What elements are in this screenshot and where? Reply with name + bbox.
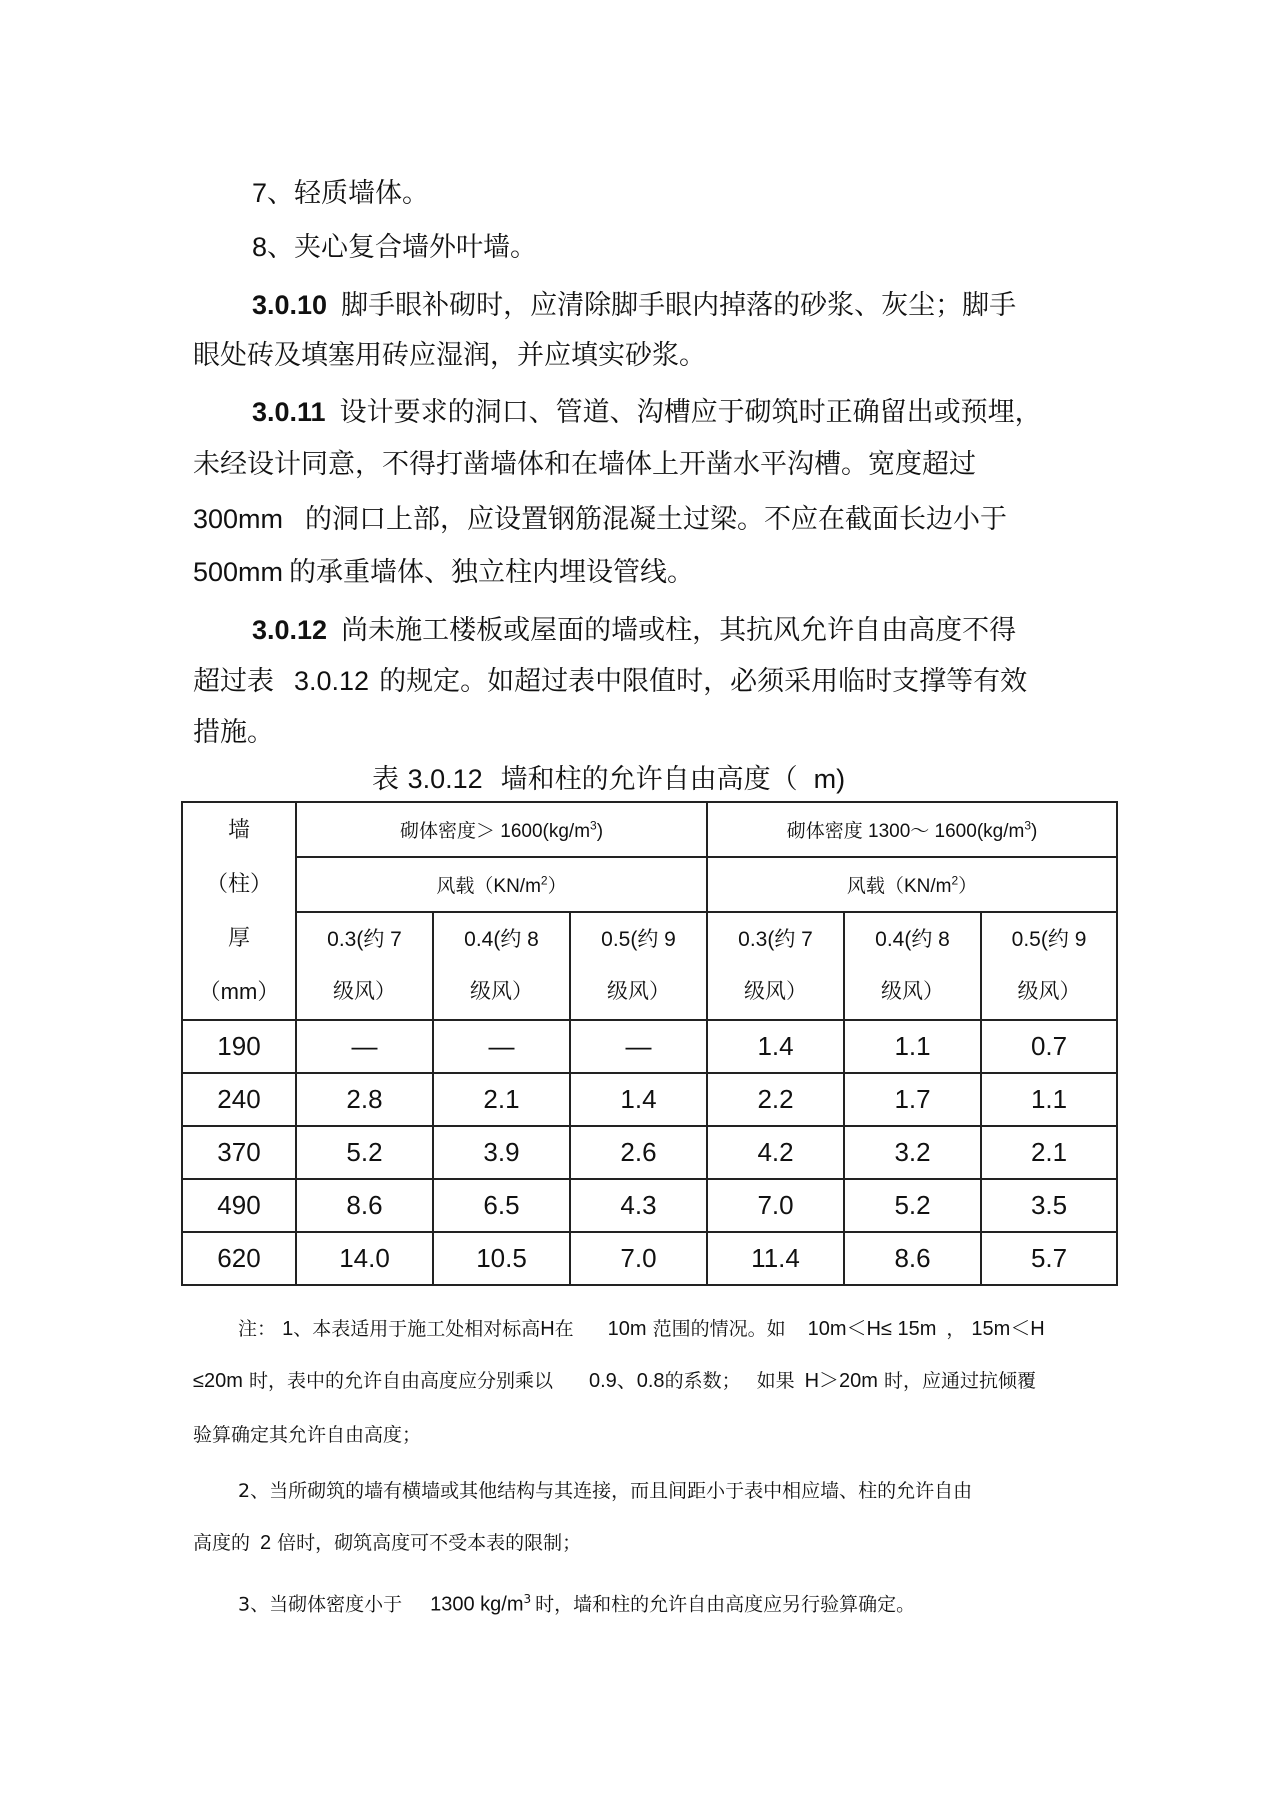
density-group-1-value: 1600(kg/m: [500, 821, 591, 842]
height-value-cell: 5.2: [296, 1126, 433, 1179]
note-3-text-a: 3、当砌体密度小于: [238, 1593, 403, 1616]
height-value-cell: 2.6: [570, 1126, 707, 1179]
note-1-line1: [238, 1316, 1045, 1342]
note-3-density: 1300 kg/m: [430, 1593, 524, 1616]
clause-3-0-12-text2a: 超过表: [193, 666, 274, 697]
wind-load-label-2: 风载（: [846, 876, 904, 897]
clause-3-0-12-text1: 尚未施工楼板或屋面的墙或柱，其抗风允许自由高度不得: [341, 615, 1017, 646]
thickness-header-line3: 厚: [227, 925, 250, 950]
clause-3-0-11-text2: 未经设计同意，不得打凿墙体和在墙体上开凿水平沟槽。宽度超过: [193, 449, 976, 480]
height-value-cell: —: [296, 1020, 433, 1073]
height-value-cell: 10.5: [433, 1232, 570, 1285]
clause-3-0-11-line1: [252, 395, 1042, 430]
table-caption-title: 墙和柱的允许自由高度（: [500, 764, 798, 795]
clause-3-0-12-text3: 措施。: [193, 717, 274, 748]
wind-load-close-1: ）: [547, 876, 567, 897]
table-row: [182, 1232, 1117, 1285]
thickness-cell: 490: [182, 1179, 296, 1232]
allowable-height-table: [181, 801, 1118, 1286]
clause-3-0-11-line4: [193, 555, 694, 590]
note-2-line1: [238, 1478, 972, 1504]
height-value-cell: 0.7: [981, 1020, 1117, 1073]
note-3-line1: [238, 1586, 915, 1617]
height-value-cell: —: [570, 1020, 707, 1073]
clause-3-0-11-line2: [193, 448, 976, 482]
height-value-cell: 4.2: [707, 1126, 844, 1179]
note-1-text-e: 的系数；: [664, 1370, 741, 1392]
wind-level-cell: [844, 912, 981, 1020]
table-row: [182, 1020, 1117, 1073]
thickness-header-cell: [182, 802, 296, 1020]
density-group-1-label: 砌体密度＞: [399, 821, 495, 842]
clause-3-0-12-line2: [193, 664, 1027, 699]
item-7-number: 7: [252, 178, 268, 208]
wind-level-value: 0.3(约 7: [738, 928, 813, 951]
density-group-2-close: ): [1031, 821, 1038, 842]
height-value-cell: 3.2: [844, 1126, 981, 1179]
clause-3-0-10-number: 3.0.10: [252, 290, 328, 320]
clause-3-0-11-number: 3.0.11: [252, 397, 326, 427]
clause-3-0-11-text3: 的洞口上部，应设置钢筋混凝土过梁。不应在截面长边小于: [305, 504, 1008, 535]
height-value-cell: —: [433, 1020, 570, 1073]
note-1-text-d: 时，表中的允许自由高度应分别乘以: [248, 1370, 553, 1392]
height-value-cell: 3.9: [433, 1126, 570, 1179]
clause-3-0-10-text1: 脚手眼补砌时，应清除脚手眼内掉落的砂浆、灰尘；脚手: [341, 290, 1017, 321]
density-group-1-close: ): [596, 821, 604, 842]
note-1-comma: ，: [946, 1318, 966, 1340]
height-value-cell: 8.6: [844, 1232, 981, 1285]
wind-level-grade: 级风）: [881, 980, 945, 1003]
wind-level-grade: 级风）: [607, 980, 670, 1003]
table-caption: [372, 762, 845, 797]
wind-level-cell: [570, 912, 707, 1020]
density-group-2-sup: 3: [1024, 818, 1032, 833]
clause-3-0-10-line1: [252, 288, 1016, 323]
height-value-cell: 1.1: [981, 1073, 1117, 1126]
density-group-1: [296, 802, 707, 857]
note-1-text-a: 、本表适用于施工处相对标高: [293, 1318, 541, 1340]
clause-3-0-11-line3: [193, 502, 1007, 537]
note-2-text-b: 高度的: [193, 1532, 251, 1554]
table-header-row-1: [182, 802, 1117, 857]
thickness-header-line2: （柱）: [205, 871, 272, 896]
clause-3-0-12-table-ref: 3.0.12: [294, 666, 370, 696]
item-7-text: 、轻质墙体。: [267, 178, 430, 209]
height-value-cell: 2.1: [433, 1073, 570, 1126]
note-1-20m: ≤20m: [193, 1370, 243, 1392]
note-1-10m: 10m: [607, 1318, 647, 1340]
height-value-cell: 1.4: [707, 1020, 844, 1073]
table-row: [182, 1126, 1117, 1179]
height-value-cell: 1.1: [844, 1020, 981, 1073]
wind-level-grade: 级风）: [470, 980, 533, 1003]
height-value-cell: 3.5: [981, 1179, 1117, 1232]
table-caption-unit: m): [813, 764, 846, 794]
thickness-header-line1: 墙: [227, 817, 250, 842]
note-2-line2: [193, 1530, 581, 1556]
note-1-text-c: 范围的情况。如: [652, 1318, 786, 1340]
note-1-number: 1: [282, 1318, 294, 1340]
wind-load-unit-1: KN/m: [493, 876, 541, 897]
table-row: [182, 1073, 1117, 1126]
wind-level-value: 0.5(约 9: [601, 928, 676, 951]
clause-3-0-11-text1: 设计要求的洞口、管道、沟槽应于砌筑时正确留出或预埋，: [339, 397, 1042, 428]
wind-level-grade: 级风）: [1017, 980, 1081, 1003]
wind-load-sup-2: 2: [951, 873, 959, 888]
clause-3-0-12-number: 3.0.12: [252, 615, 328, 645]
note-1-h: H: [540, 1318, 555, 1340]
wind-level-cell: [296, 912, 433, 1020]
note-1-factors: 0.9、0.8: [588, 1370, 665, 1392]
density-group-2-label: 砌体密度: [786, 821, 863, 842]
wind-load-unit-2: KN/m: [903, 876, 952, 897]
note-prefix: 注：: [238, 1318, 277, 1340]
wind-level-grade: 级风）: [744, 980, 808, 1003]
wind-load-header-1: [296, 857, 707, 912]
thickness-header-line4: （mm）: [198, 979, 280, 1004]
wind-load-label-1: 风载（: [436, 876, 494, 897]
clause-3-0-12-line1: [252, 613, 1016, 648]
wind-level-value: 0.4(约 8: [464, 928, 539, 951]
note-1-line2: [193, 1368, 1036, 1394]
wind-level-value: 0.4(约 8: [875, 928, 950, 951]
wind-level-grade: 级风）: [333, 980, 396, 1003]
height-value-cell: 4.3: [570, 1179, 707, 1232]
height-value-cell: 2.2: [707, 1073, 844, 1126]
height-value-cell: 5.2: [844, 1179, 981, 1232]
height-value-cell: 2.1: [981, 1126, 1117, 1179]
note-2-text-a: 2、当所砌筑的墙有横墙或其他结构与其连接，而且间距小于表中相应墙、柱的允许自由: [238, 1480, 973, 1502]
clause-3-0-10-text2: 眼处砖及填塞用砖应湿润，并应填实砂浆。: [193, 340, 706, 371]
density-group-2: [707, 802, 1117, 857]
thickness-cell: 190: [182, 1020, 296, 1073]
wind-load-sup-1: 2: [540, 873, 548, 888]
note-1-range-a: 10m＜H≤ 15m: [807, 1318, 937, 1340]
table-caption-number: 3.0.12: [407, 764, 483, 794]
table-header-row-2: [182, 857, 1117, 912]
note-1-line3: [193, 1422, 421, 1448]
height-value-cell: 2.8: [296, 1073, 433, 1126]
wind-level-value: 0.3(约 7: [327, 928, 402, 951]
density-group-1-sup: 3: [590, 818, 597, 833]
thickness-cell: 620: [182, 1232, 296, 1285]
wind-level-cell: [981, 912, 1117, 1020]
height-value-cell: 5.7: [981, 1232, 1117, 1285]
wind-level-cell: [707, 912, 844, 1020]
wind-load-header-2: [707, 857, 1117, 912]
item-8-number: 8: [252, 232, 268, 262]
height-value-cell: 8.6: [296, 1179, 433, 1232]
note-3-text-b: 时，墙和柱的允许自由高度应另行验算确定。: [535, 1593, 916, 1616]
clause-3-0-10-line2: [193, 339, 706, 373]
note-2-number: 2: [260, 1532, 272, 1554]
clause-3-0-11-text4: 的承重墙体、独立柱内埋设管线。: [289, 557, 695, 588]
wind-level-value: 0.5(约 9: [1011, 928, 1087, 951]
height-value-cell: 1.7: [844, 1073, 981, 1126]
wind-load-close-2: ）: [958, 876, 978, 897]
height-value-cell: 1.4: [570, 1073, 707, 1126]
table-row: [182, 1179, 1117, 1232]
clause-3-0-11-300mm: 300mm: [193, 504, 284, 534]
height-value-cell: 7.0: [570, 1232, 707, 1285]
density-group-2-value: 1300～ 1600(kg/m: [868, 821, 1025, 842]
height-value-cell: 6.5: [433, 1179, 570, 1232]
item-7: [252, 176, 429, 211]
thickness-cell: 370: [182, 1126, 296, 1179]
clause-3-0-12-text2b: 的规定。如超过表中限值时，必须采用临时支撑等有效: [379, 666, 1028, 697]
height-value-cell: 11.4: [707, 1232, 844, 1285]
note-1-text-h: 验算确定其允许自由高度；: [193, 1424, 422, 1446]
table-caption-prefix: 表: [372, 764, 399, 795]
note-1-text-g: 时，应通过抗倾覆: [883, 1370, 1036, 1392]
note-1-h20: H＞20m: [804, 1370, 878, 1392]
item-8-text: 、夹心复合墙外叶墙。: [267, 232, 538, 263]
note-3-sup: 3: [523, 1592, 532, 1606]
note-1-text-f: 如果: [756, 1370, 795, 1392]
height-value-cell: 7.0: [707, 1179, 844, 1232]
note-1-range-b: 15m＜H: [971, 1318, 1045, 1340]
thickness-cell: 240: [182, 1073, 296, 1126]
note-2-text-c: 倍时，砌筑高度可不受本表的限制；: [277, 1532, 582, 1554]
clause-3-0-12-line3: [193, 716, 274, 750]
wind-level-cell: [433, 912, 570, 1020]
table-header-row-3: [182, 912, 1117, 1020]
note-1-text-b: 在: [554, 1318, 574, 1340]
clause-3-0-11-500mm: 500mm: [193, 557, 284, 587]
height-value-cell: 14.0: [296, 1232, 433, 1285]
item-8: [252, 230, 537, 265]
